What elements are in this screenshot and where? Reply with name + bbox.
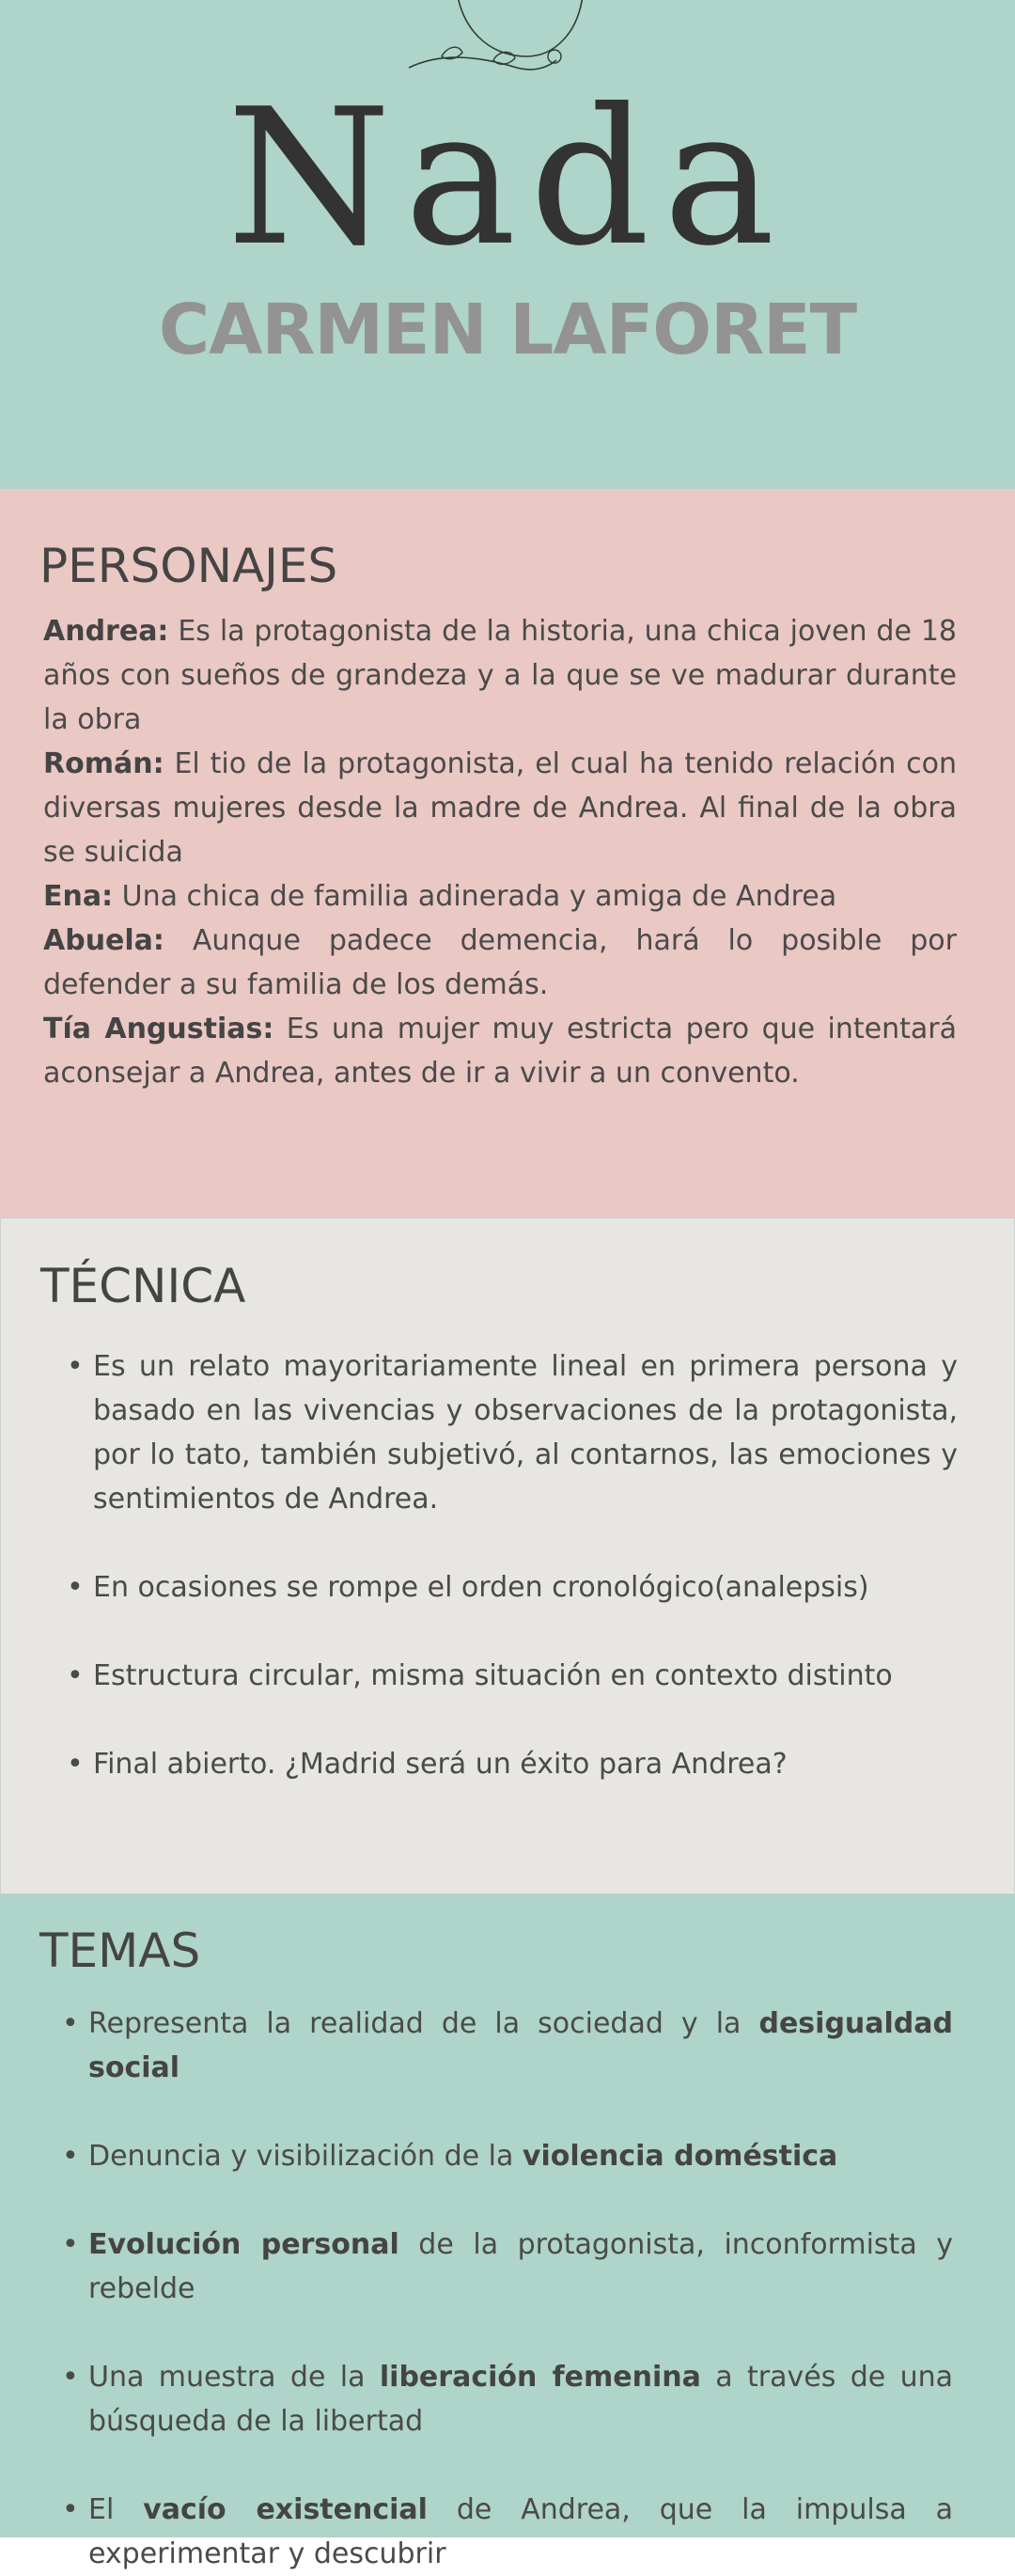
characters-list	[43, 609, 957, 1095]
character-name: Román:	[43, 747, 164, 780]
character-description: El tio de la protagonista, el cual ha tenido relación con diversas mujeres desde la madre de Andrea. Al final de la obra se suicida	[43, 747, 957, 869]
bullet-icon: •	[62, 2361, 79, 2394]
list-item: • El vacío existencial de Andrea, que la impulsa a experimentar y descubrir	[88, 2488, 953, 2576]
bullet-icon: •	[67, 1659, 84, 1692]
header-section	[0, 0, 1015, 489]
personajes-section	[0, 489, 1015, 1217]
tecnica-section	[0, 1217, 1015, 1894]
character-name: Abuela:	[43, 924, 164, 957]
character-name: Ena:	[43, 880, 114, 913]
temas-section	[0, 1894, 1015, 2570]
technique-list	[67, 1344, 958, 1786]
list-item: • Estructura circular, misma situación en contexto distinto	[93, 1654, 958, 1698]
list-item: • En ocasiones se rompe el orden cronológico(analepsis)	[93, 1565, 958, 1610]
character-name: Andrea:	[43, 615, 169, 648]
list-item: • Evolución personal de la protagonista, inconformista y rebelde	[88, 2223, 953, 2311]
author-name: CARMEN LAFORET	[158, 290, 857, 370]
character-entry	[43, 609, 957, 742]
bullet-icon: •	[67, 1571, 84, 1604]
character-entry	[43, 742, 957, 874]
bullet-icon: •	[62, 2493, 79, 2526]
list-item: • Es un relato mayoritariamente lineal en primera persona y basado en las vivencias y observaciones de la protagonista, por lo tato, también subjetivó, al contarnos, las emociones y sentimientos de Andrea.	[93, 1344, 958, 1521]
list-item: • Representa la realidad de la sociedad y la desigualdad social	[88, 2002, 953, 2090]
character-description: Aunque padece demencia, hará lo posible por defender a su familia de los demás.	[43, 924, 957, 1001]
character-description: Una chica de familia adinerada y amiga de Andrea	[113, 880, 837, 913]
bullet-icon: •	[62, 2007, 79, 2040]
character-description: Es una mujer muy estricta pero que intentará aconsejar a Andrea, antes de ir a vivir a un convento.	[43, 1013, 957, 1090]
character-entry	[43, 1007, 957, 1095]
section-heading: PERSONAJES	[39, 539, 338, 593]
bullet-icon: •	[67, 1350, 84, 1383]
themes-list	[62, 2002, 954, 2576]
character-entry	[43, 919, 957, 1007]
book-title: Nada	[226, 69, 789, 288]
bullet-icon: •	[62, 2228, 79, 2261]
section-heading: TEMAS	[39, 1924, 201, 1978]
section-heading: TÉCNICA	[40, 1259, 246, 1313]
list-item: • Final abierto. ¿Madrid será un éxito para Andrea?	[93, 1742, 958, 1786]
character-description: Es la protagonista de la historia, una chica joven de 18 años con sueños de grandeza y a la que se ve madurar durante la obra	[43, 615, 957, 736]
list-item: • Denuncia y visibilización de la violencia doméstica	[88, 2134, 953, 2178]
character-entry	[43, 874, 957, 919]
bullet-icon: •	[62, 2140, 79, 2173]
list-item: • Una muestra de la liberación femenina a través de una búsqueda de la libertad	[88, 2355, 953, 2443]
bullet-icon: •	[67, 1748, 84, 1781]
character-name: Tía Angustias:	[43, 1013, 274, 1045]
